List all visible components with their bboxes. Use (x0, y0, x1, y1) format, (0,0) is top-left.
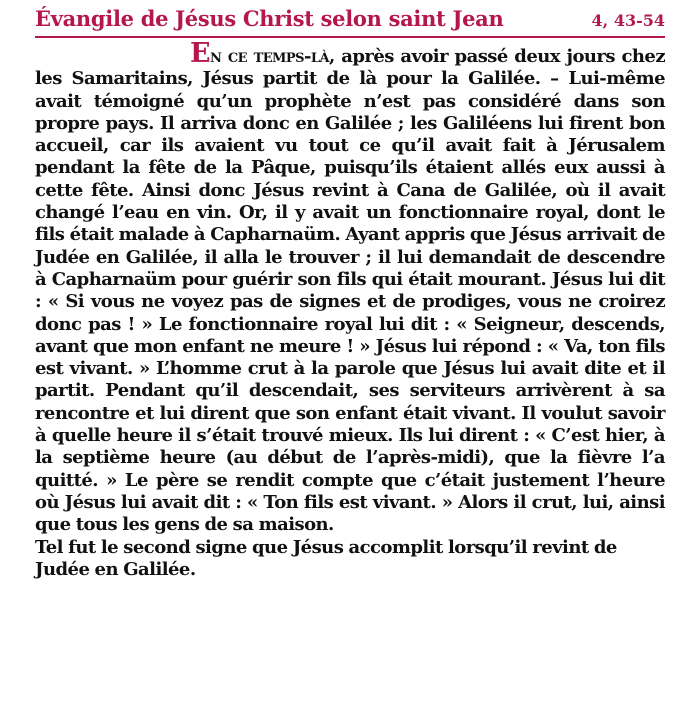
drop-cap: E (190, 38, 211, 69)
reading-title: Évangile de Jésus Christ selon saint Jean (35, 6, 504, 31)
reading-header (35, 6, 665, 36)
gospel-reading (35, 6, 665, 581)
opening-words: n ce temps-là, (210, 46, 335, 67)
scripture-reference: 4, 43-54 (591, 11, 665, 30)
paragraph-1-text: après avoir passé deux jours chez les Samaritains, Jésus partit de là pour la Galilée. – Lui-même avait témoigné qu’un prophète n’est pas considéré dans son propre pays. Il arriva donc en Galilée ; les Galiléens lui firent bon accueil, car ils avaient vu tout ce qu’il avait fait à Jérusalem pendant la fête de la Pâque, puisqu’ils étaient allés eux aussi à cette fête. Ainsi donc Jésus revint à Cana de Galilée, où il avait changé l’eau en vin. Or, il y avait un fonctionnaire royal, dont le fils était malade à Capharnaüm. Ayant appris que Jésus arrivait de Judée en Galilée, il alla le trouver ; il lui demandait de descendre à Capharnaüm pour guérir son fils qui était mourant. Jésus lui dit : « Si vous ne voyez pas de signes et de prodiges, vous ne croirez donc pas ! » Le fonctionnaire royal lui dit : « Seigneur, descends, avant que mon enfant ne meure ! » Jésus lui répond : « Va, ton fils est vivant. » L’homme crut à la parole que Jésus lui avait dite et il partit. Pendant qu’il descendait, ses serviteurs arrivèrent à sa rencontre et lui dirent que son enfant était vivant. Il voulut savoir à quelle heure il s’était trouvé mieux. Ils lui dirent : « C’est hier, à la septième heure (au début de l’après-midi), que la fièvre l’a quitté. » Le père se rendit compte que c’était justement l’heure où Jésus lui avait dit : « Ton fils est vivant. » Alors il crut, lui, ainsi que tous les gens de sa maison. (35, 46, 665, 536)
header-divider (35, 36, 665, 38)
gospel-paragraph-2: Tel fut le second signe que Jésus accomplit lorsqu’il revint de Judée en Galilée. (35, 536, 617, 580)
gospel-paragraph-1 (35, 38, 665, 537)
